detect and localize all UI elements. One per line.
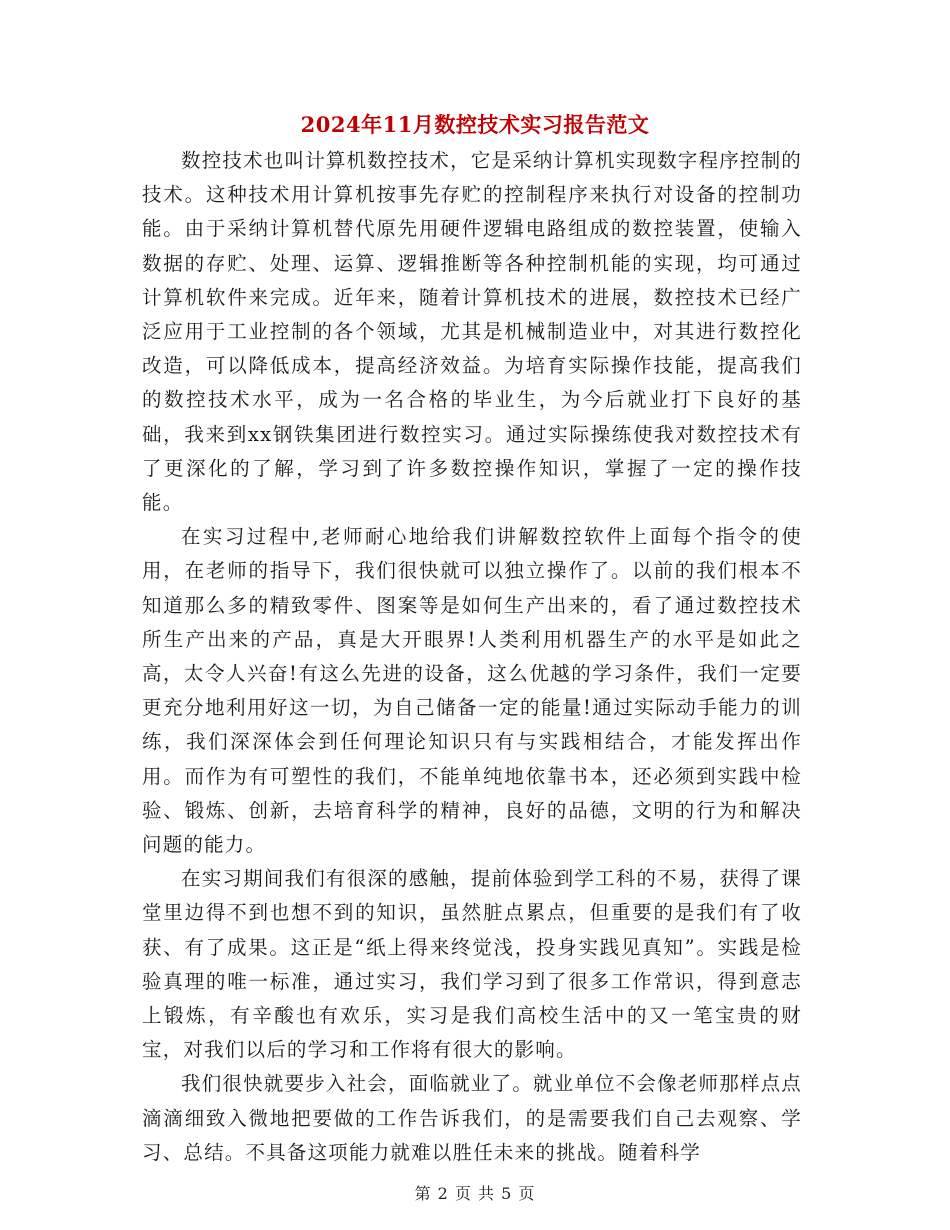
- body-paragraph-3: 在实习期间我们有很深的感触，提前体验到学工科的不易，获得了课堂里边得不到也想不到的知识，虽然脏点累点，但重要的是我们有了收获、有了成果。这正是“纸上得来终觉浅，投身实践见真知”。实践是检验真理的唯一标准，通过实习，我们学习到了很多工作常识，得到意志上锻炼，有辛酸也有欢乐，实习是我们高校生活中的又一笔宝贵的财宝，对我们以后的学习和工作将有很大的影响。: [142, 867, 803, 1062]
- body-paragraph-4: 我们很快就要步入社会，面临就业了。就业单位不会像老师那样点点滴滴细致入微地把要做的工作告诉我们，的是需要我们自己去观察、学习、总结。不具备这项能力就难以胜任未来的挑战。随着科学: [142, 1072, 803, 1164]
- document-body: [142, 144, 802, 1170]
- body-paragraph-1: 数控技术也叫计算机数控技术，它是采纳计算机实现数字程序控制的技术。这种技术用计算机按事先存贮的控制程序来执行对设备的控制功能。由于采纳计算机替代原先用硬件逻辑电路组成的数控装置，使输入数据的存贮、处理、运算、逻辑推断等各种控制机能的实现，均可通过计算机软件来完成。近年来，随着计算机技术的进展，数控技术已经广泛应用于工业控制的各个领域，尤其是机械制造业中，对其进行数控化改造，可以降低成本，提高经济效益。为培育实际操作技能，提高我们的数控技术水平，成为一名合格的毕业生，为今后就业打下良好的基础，我来到xx钢铁集团进行数控实习。通过实际操练使我对数控技术有了更深化的了解，学习到了许多数控操作知识，掌握了一定的操作技能。: [142, 149, 803, 515]
- document-title: 2024年11月数控技术实习报告范文: [300, 112, 650, 137]
- body-paragraph-2: 在实习过程中,老师耐心地给我们讲解数控软件上面每个指令的使用，在老师的指导下，我们很快就可以独立操作了。以前的我们根本不知道那么多的精致零件、图案等是如何生产出来的，看了通过数控技术所生产出来的产品，真是大开眼界!人类利用机器生产的水平是如此之高，太令人兴奋!有这么先进的设备，这么优越的学习条件，我们一定要更充分地利用好这一切，为自己储备一定的能量!通过实际动手能力的训练，我们深深体会到任何理论知识只有与实践相结合，才能发挥出作用。而作为有可塑性的我们，不能单纯地依靠书本，还必须到实践中检验、锻炼、创新，去培育科学的精神，良好的品德，文明的行为和解决问题的能力。: [142, 525, 802, 857]
- page-number-footer: 第 2 页 共 5 页: [414, 1184, 536, 1203]
